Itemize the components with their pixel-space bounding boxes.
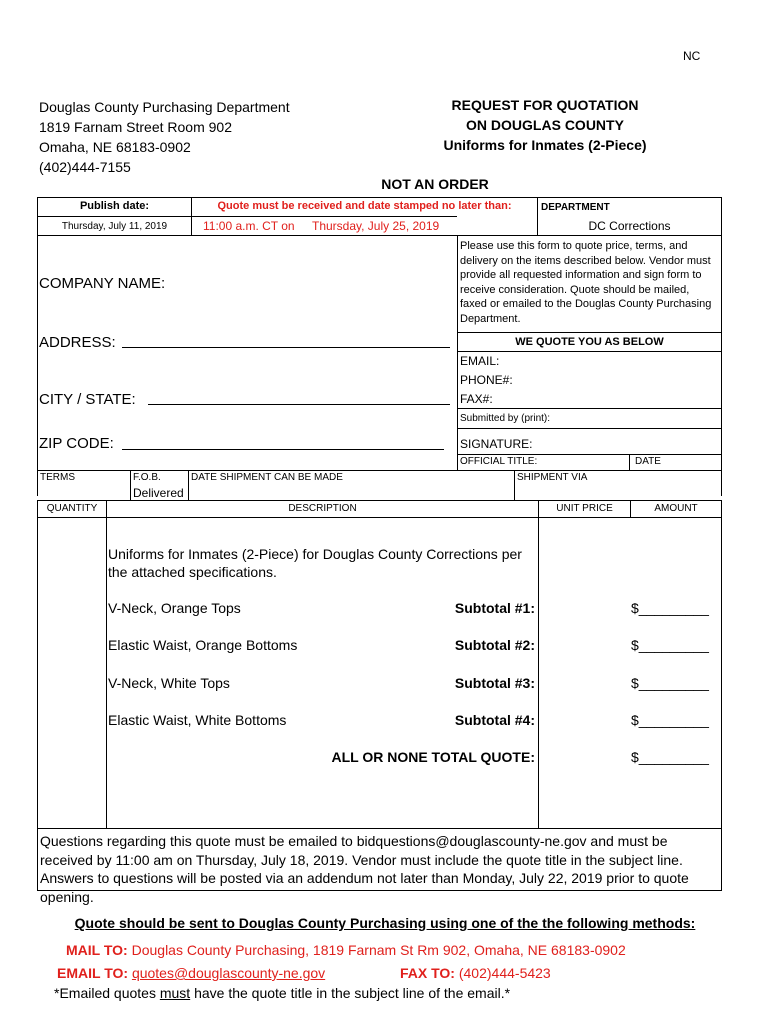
phone-label: PHONE#:: [460, 373, 513, 387]
methods-title: Quote should be sent to Douglas County Purchasing using one of the the following methods:: [74, 915, 696, 931]
deadline-label: Quote must be received and date stamped no later than:: [217, 200, 512, 212]
submitted-by-label: Submitted by (print):: [460, 413, 551, 424]
total-quote-label: ALL OR NONE TOTAL QUOTE:: [331, 749, 535, 765]
date-shipment-label: DATE SHIPMENT CAN BE MADE: [191, 472, 343, 483]
note-must: must: [159, 985, 191, 1001]
department-label: DEPARTMENT: [541, 202, 610, 213]
subtotal-amount[interactable]: $_________: [631, 712, 709, 728]
note-text: have the quote title in the subject line of the email.*: [190, 985, 511, 1001]
subtotal-label: Subtotal #3:: [454, 675, 535, 691]
email-to-label: EMAIL TO:: [57, 965, 129, 981]
document-code: NC: [683, 49, 701, 63]
subtotal-label: Subtotal #4:: [454, 712, 535, 728]
shipment-via-label: SHIPMENT VIA: [517, 472, 588, 483]
mail-to-value: Douglas County Purchasing, 1819 Farnam St Rm 902, Omaha, NE 68183-0902: [131, 942, 626, 958]
publish-date-value: Thursday, July 11, 2019: [61, 221, 168, 232]
company-name-label: COMPANY NAME:: [39, 275, 166, 292]
subtotal-label: Subtotal #1:: [454, 600, 535, 616]
title-line: REQUEST FOR QUOTATION: [451, 97, 639, 113]
title-line: ON DOUGLAS COUNTY: [466, 117, 624, 133]
note-text: *Emailed quotes: [54, 985, 160, 1001]
fax-to-label: FAX TO:: [400, 965, 455, 981]
deadline-time: 11:00 a.m. CT on: [203, 219, 295, 233]
subtotal-amount[interactable]: $_________: [631, 675, 709, 691]
col-amount: AMOUNT: [654, 503, 698, 514]
deadline-date: Thursday, July 25, 2019: [312, 219, 440, 233]
fax-label: FAX#:: [460, 392, 493, 406]
instructions: Please use this form to quote price, terms, and delivery on the items described below. Vendor must provide all requested information and sign form to receive consideration. Quote should be mailed, faxed or emailed to the Douglas County Purchasing Department.: [460, 240, 712, 325]
questions-note: Questions regarding this quote must be emailed to bidquestions@douglascounty-ne.gov and must be received by 11:00 am on Thursday, July 18, 2019. Vendor must include the quote title in the subject line. Answers to questions will be posted via an addendum not later than Monday, July 22, 2019 prior to quote opening.: [40, 833, 689, 905]
fax-to-value: (402)444-5423: [458, 965, 551, 981]
subtotal-label: Subtotal #2:: [454, 637, 535, 653]
city-state-label: CITY / STATE:: [39, 391, 136, 408]
fax-to-line: [400, 965, 551, 981]
title-line: Uniforms for Inmates (2-Piece): [443, 137, 647, 153]
email-to-link[interactable]: quotes@douglascounty-ne.gov: [131, 965, 326, 981]
we-quote-header: WE QUOTE YOU AS BELOW: [515, 336, 664, 348]
publish-date-label: Publish date:: [79, 200, 150, 212]
zip-code-label: ZIP CODE:: [39, 435, 114, 452]
subtotal-amount[interactable]: $_________: [631, 637, 709, 653]
document-title: [395, 95, 695, 155]
item-description: V-Neck, Orange Tops: [108, 600, 241, 616]
address-line: 1819 Farnam Street Room 902: [39, 119, 232, 135]
email-to-line: [57, 965, 325, 981]
subtotal-amount[interactable]: $_________: [631, 600, 709, 616]
date-label: DATE: [635, 456, 661, 467]
mail-to-line: [66, 942, 626, 958]
address-input-line[interactable]: [122, 347, 450, 348]
address-label: ADDRESS:: [39, 334, 116, 351]
item-description: Elastic Waist, White Bottoms: [108, 712, 287, 728]
item-description: V-Neck, White Tops: [108, 675, 230, 691]
item-description: Elastic Waist, Orange Bottoms: [108, 637, 298, 653]
fob-label: F.O.B.: [133, 472, 161, 483]
address-line: Douglas County Purchasing Department: [39, 99, 290, 115]
department-address: [39, 97, 290, 177]
total-quote-amount[interactable]: $_________: [631, 749, 709, 765]
not-an-order: NOT AN ORDER: [381, 176, 489, 192]
col-unit-price: UNIT PRICE: [556, 503, 613, 514]
city-state-input-line[interactable]: [148, 404, 450, 405]
mail-to-label: MAIL TO:: [66, 942, 128, 958]
emailed-quotes-note: [54, 985, 510, 1001]
signature-label: SIGNATURE:: [460, 437, 533, 451]
address-line: Omaha, NE 68183-0902: [39, 139, 191, 155]
zip-code-input-line[interactable]: [122, 449, 444, 450]
email-label: EMAIL:: [460, 354, 500, 368]
col-quantity: QUANTITY: [46, 503, 98, 514]
terms-label: TERMS: [40, 472, 75, 483]
fob-value: Delivered: [133, 486, 184, 500]
department-value: DC Corrections: [588, 219, 671, 233]
col-description: DESCRIPTION: [288, 503, 357, 514]
official-title-label: OFFICIAL TITLE:: [460, 456, 538, 467]
item-intro: Uniforms for Inmates (2-Piece) for Douglas County Corrections per the attached specifications.: [108, 546, 522, 580]
address-line: (402)444-7155: [39, 159, 131, 175]
